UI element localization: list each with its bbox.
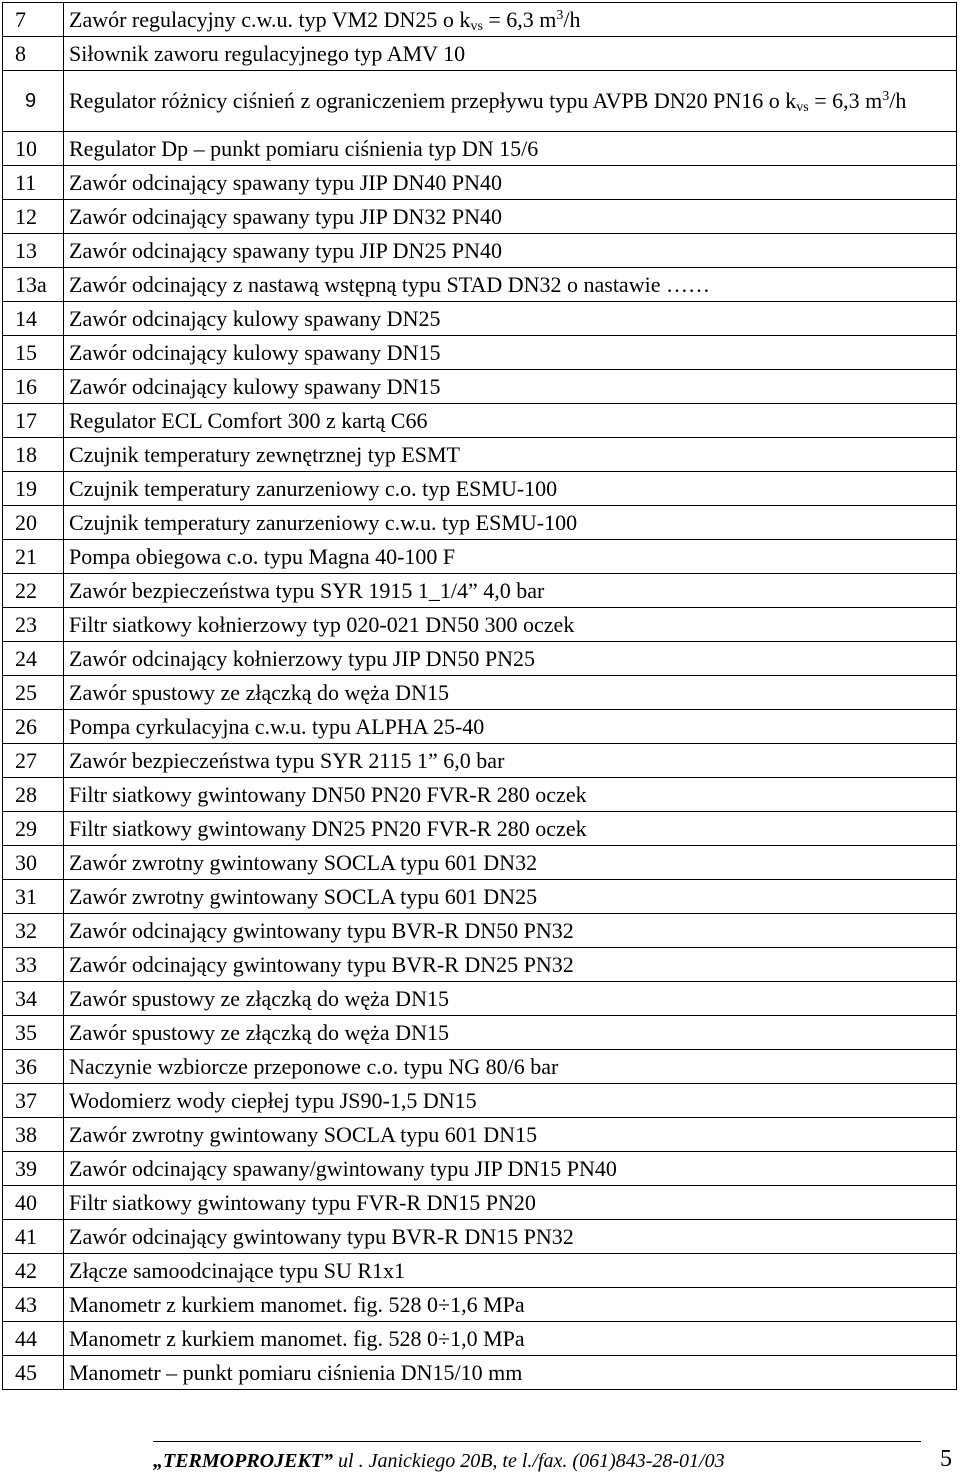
table-row — [3, 132, 957, 166]
table-row — [3, 642, 957, 676]
item-description — [64, 1254, 957, 1288]
table-row — [3, 200, 957, 234]
item-description — [64, 3, 957, 37]
item-description — [64, 710, 957, 744]
superscript-text: 3 — [882, 89, 890, 104]
table-row — [3, 744, 957, 778]
description-text: Zawór zwrotny gwintowany SOCLA typu 601 DN25 — [69, 883, 538, 909]
description-text: Regulator Dp – punkt pomiaru ciśnienia typ DN 15/6 — [69, 135, 539, 161]
table-row — [3, 846, 957, 880]
description-text: Zawór odcinający spawany typu JIP DN32 PN40 — [69, 203, 502, 229]
description-text: Zawór odcinający spawany typu JIP DN25 PN40 — [69, 237, 502, 263]
footer-company: „TERMOPROJEKT” — [153, 1450, 334, 1472]
item-number: 35 — [3, 1016, 64, 1050]
item-description — [64, 438, 957, 472]
item-description — [64, 302, 957, 336]
item-description — [64, 642, 957, 676]
table-row — [3, 1322, 957, 1356]
item-number: 34 — [3, 982, 64, 1016]
description-text: Zawór odcinający z nastawą wstępną typu STAD DN32 o nastawie …… — [69, 271, 710, 297]
page-number: 5 — [940, 1446, 952, 1472]
item-description — [64, 1118, 957, 1152]
superscript-text: 3 — [556, 7, 564, 23]
description-text: Zawór bezpieczeństwa typu SYR 1915 1_1/4” 4,0 bar — [69, 577, 545, 603]
item-description — [64, 812, 957, 846]
table-row — [3, 1084, 957, 1118]
item-number: 27 — [3, 744, 64, 778]
parts-list-body — [3, 3, 957, 1390]
table-row — [3, 37, 957, 71]
table-row — [3, 574, 957, 608]
item-number: 13 — [3, 234, 64, 268]
item-number: 22 — [3, 574, 64, 608]
description-text: /h — [889, 88, 907, 113]
description-text: Manometr – punkt pomiaru ciśnienia DN15/10 mm — [69, 1359, 523, 1385]
item-number: 8 — [3, 37, 64, 71]
item-description — [64, 132, 957, 166]
description-text: Zawór odcinający gwintowany typu BVR-R DN25 PN32 — [69, 951, 574, 977]
table-row — [3, 1050, 957, 1084]
description-text: Czujnik temperatury zanurzeniowy c.o. typ ESMU-100 — [69, 475, 558, 501]
item-description — [64, 1084, 957, 1118]
item-number: 24 — [3, 642, 64, 676]
description-text: Filtr siatkowy gwintowany DN25 PN20 FVR-R 280 oczek — [69, 815, 587, 841]
item-number: 38 — [3, 1118, 64, 1152]
item-number: 23 — [3, 608, 64, 642]
description-text: Zawór zwrotny gwintowany SOCLA typu 601 DN15 — [69, 1121, 538, 1147]
description-text: Manometr z kurkiem manomet. fig. 528 0÷1,0 MPa — [69, 1325, 525, 1351]
table-row — [3, 982, 957, 1016]
item-description — [64, 778, 957, 812]
table-row — [3, 438, 957, 472]
item-description — [64, 200, 957, 234]
table-row — [3, 540, 957, 574]
description-text: Regulator ECL Comfort 300 z kartą C66 — [69, 407, 428, 433]
item-number: 30 — [3, 846, 64, 880]
item-number: 12 — [3, 200, 64, 234]
item-number: 42 — [3, 1254, 64, 1288]
item-description — [64, 1322, 957, 1356]
table-row — [3, 234, 957, 268]
item-description — [64, 404, 957, 438]
table-row — [3, 166, 957, 200]
description-text: Naczynie wzbiorcze przeponowe c.o. typu NG 80/6 bar — [69, 1053, 559, 1079]
table-row — [3, 880, 957, 914]
table-row — [3, 1254, 957, 1288]
item-number: 25 — [3, 676, 64, 710]
description-text: Zawór zwrotny gwintowany SOCLA typu 601 DN32 — [69, 849, 538, 875]
description-text: Czujnik temperatury zanurzeniowy c.w.u. typ ESMU-100 — [69, 509, 578, 535]
item-description — [64, 846, 957, 880]
description-text: Zawór odcinający kołnierzowy typu JIP DN50 PN25 — [69, 645, 535, 671]
table-row — [3, 1016, 957, 1050]
item-number: 28 — [3, 778, 64, 812]
table-row — [3, 1356, 957, 1390]
description-text: Pompa obiegowa c.o. typu Magna 40-100 F — [69, 543, 456, 569]
item-description — [64, 880, 957, 914]
item-number: 45 — [3, 1356, 64, 1390]
table-row — [3, 1220, 957, 1254]
description-text: Zawór odcinający gwintowany typu BVR-R DN15 PN32 — [69, 1223, 574, 1249]
item-number: 37 — [3, 1084, 64, 1118]
item-description — [64, 1050, 957, 1084]
item-description — [64, 914, 957, 948]
table-row — [3, 1118, 957, 1152]
item-number: 10 — [3, 132, 64, 166]
description-text: Pompa cyrkulacyjna c.w.u. typu ALPHA 25-40 — [69, 713, 485, 739]
item-number: 31 — [3, 880, 64, 914]
item-description — [64, 1016, 957, 1050]
table-row — [3, 1186, 957, 1220]
description-text: Zawór odcinający kulowy spawany DN25 — [69, 305, 441, 331]
item-description — [64, 370, 957, 404]
item-description — [64, 1220, 957, 1254]
table-row — [3, 472, 957, 506]
description-text: Filtr siatkowy gwintowany typu FVR-R DN15 PN20 — [69, 1189, 536, 1215]
item-number: 39 — [3, 1152, 64, 1186]
item-description — [64, 744, 957, 778]
description-text: Zawór odcinający spawany/gwintowany typu JIP DN15 PN40 — [69, 1155, 617, 1181]
parts-list-table — [2, 2, 957, 1390]
item-number: 7 — [3, 3, 64, 37]
item-description — [64, 472, 957, 506]
table-row — [3, 3, 957, 37]
table-row — [3, 710, 957, 744]
item-description — [64, 37, 957, 71]
description-text: Zawór odcinający gwintowany typu BVR-R DN50 PN32 — [69, 917, 574, 943]
table-row — [3, 506, 957, 540]
table-row — [3, 914, 957, 948]
item-number: 20 — [3, 506, 64, 540]
description-text: = 6,3 m — [808, 88, 883, 113]
description-text: Wodomierz wody ciepłej typu JS90-1,5 DN15 — [69, 1087, 477, 1113]
description-text: Zawór bezpieczeństwa typu SYR 2115 1” 6,0 bar — [69, 747, 505, 773]
table-row — [3, 608, 957, 642]
item-number: 17 — [3, 404, 64, 438]
item-number: 44 — [3, 1322, 64, 1356]
table-row — [3, 302, 957, 336]
description-text: Filtr siatkowy kołnierzowy typ 020-021 DN50 300 oczek — [69, 611, 575, 637]
table-row — [3, 268, 957, 302]
table-row — [3, 948, 957, 982]
table-row — [3, 71, 957, 132]
item-number: 9 — [3, 71, 64, 132]
subscript-text: vs — [796, 100, 809, 115]
footer-divider — [153, 1441, 921, 1442]
table-row — [3, 1152, 957, 1186]
table-row — [3, 370, 957, 404]
item-description — [64, 1356, 957, 1390]
description-text: = 6,3 m — [482, 6, 557, 32]
subscript-text: vs — [470, 18, 483, 34]
description-text: Zawór spustowy ze złączką do węża DN15 — [69, 985, 449, 1011]
item-number: 40 — [3, 1186, 64, 1220]
item-number: 32 — [3, 914, 64, 948]
table-row — [3, 676, 957, 710]
table-row — [3, 336, 957, 370]
item-description — [64, 676, 957, 710]
table-row — [3, 812, 957, 846]
item-number: 29 — [3, 812, 64, 846]
item-description — [64, 166, 957, 200]
table-row — [3, 1288, 957, 1322]
item-number: 36 — [3, 1050, 64, 1084]
item-description — [64, 540, 957, 574]
item-number: 13a — [3, 268, 64, 302]
item-description — [64, 336, 957, 370]
item-description — [64, 982, 957, 1016]
item-description — [64, 234, 957, 268]
description-text: Złącze samoodcinające typu SU R1x1 — [69, 1257, 406, 1283]
item-number: 21 — [3, 540, 64, 574]
item-description — [64, 608, 957, 642]
footer — [153, 1449, 725, 1473]
item-description — [64, 574, 957, 608]
item-number: 26 — [3, 710, 64, 744]
description-text: Zawór spustowy ze złączką do węża DN15 — [69, 679, 449, 705]
table-row — [3, 404, 957, 438]
description-text: Zawór odcinający spawany typu JIP DN40 PN40 — [69, 169, 502, 195]
footer-address: ul . Janickiego 20B, te l./fax. (061)843-28-01/03 — [333, 1450, 725, 1472]
item-description — [64, 1288, 957, 1322]
description-text: Filtr siatkowy gwintowany DN50 PN20 FVR-R 280 oczek — [69, 781, 587, 807]
item-number: 14 — [3, 302, 64, 336]
description-text: Manometr z kurkiem manomet. fig. 528 0÷1,6 MPa — [69, 1291, 525, 1317]
description-text: Zawór odcinający kulowy spawany DN15 — [69, 373, 441, 399]
item-description — [64, 1186, 957, 1220]
item-number: 19 — [3, 472, 64, 506]
description-text: Zawór regulacyjny c.w.u. typ VM2 DN25 o k — [69, 6, 471, 32]
item-number: 16 — [3, 370, 64, 404]
item-number: 41 — [3, 1220, 64, 1254]
description-text: Siłownik zaworu regulacyjnego typ AMV 10 — [69, 40, 466, 66]
description-text: /h — [563, 6, 581, 32]
item-number: 33 — [3, 948, 64, 982]
table-row — [3, 778, 957, 812]
item-number: 11 — [3, 166, 64, 200]
item-number: 43 — [3, 1288, 64, 1322]
description-text: Zawór spustowy ze złączką do węża DN15 — [69, 1019, 449, 1045]
description-text: Czujnik temperatury zewnętrznej typ ESMT — [69, 441, 460, 467]
item-number: 18 — [3, 438, 64, 472]
description-text: Zawór odcinający kulowy spawany DN15 — [69, 339, 441, 365]
item-description — [64, 506, 957, 540]
item-number: 15 — [3, 336, 64, 370]
description-text: Regulator różnicy ciśnień z ograniczeniem przepływu typu AVPB DN20 PN16 o k — [69, 88, 797, 113]
item-description — [64, 268, 957, 302]
item-description — [64, 1152, 957, 1186]
item-description — [64, 71, 957, 132]
item-description — [64, 948, 957, 982]
